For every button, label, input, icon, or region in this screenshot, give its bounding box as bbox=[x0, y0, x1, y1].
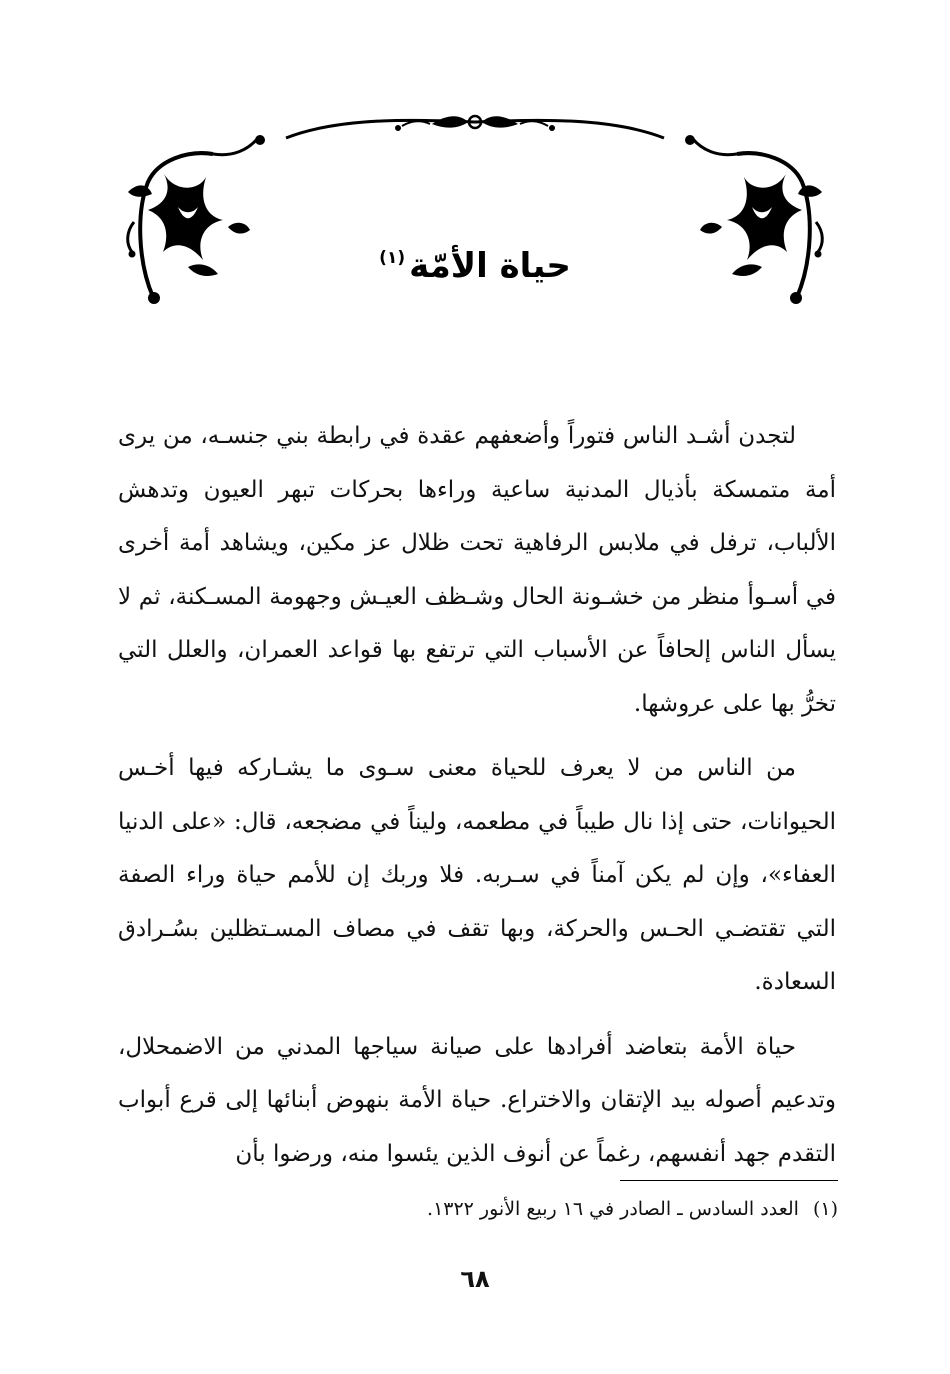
paragraph: حياة الأمة بتعاضد أفرادها على صيانة سياجها المدني من الاضمحلال، وتدعيم أصوله بيد الإتقان والاختراع. حياة الأمة بنهوض أبنائها إلى قرع أبواب التقدم جهد أنفسهم، رغماً عن أنوف الذين يئسوا منه، ورضوا بأن bbox=[118, 1033, 836, 1167]
chapter-title bbox=[300, 238, 650, 294]
footnote-separator bbox=[620, 1180, 838, 1181]
paragraph: من الناس من لا يعرف للحياة معنى سـوى ما يشـاركه فيها أخـس الحيوانات، حتى إذا نال طيباً في مطعمه، وليناً في مضجعه، قال: «على الدنيا العفاء»، وإن لم يكن آمناً في سـربه. فلا وربك إن للأمم حياة وراء الصفة التي تقتضـي الحـس والحركة، وبها تقف في مصاف المسـتظلين بسُـرادق السعادة. bbox=[118, 755, 836, 995]
top-ornament-icon bbox=[282, 112, 668, 144]
title-footnote-marker: (١) bbox=[379, 248, 406, 268]
footnote-number: (١) bbox=[812, 1198, 838, 1220]
left-corner-ornament-icon bbox=[118, 132, 268, 312]
footnote bbox=[118, 1194, 838, 1224]
page-number: ٦٨ bbox=[460, 1265, 490, 1293]
footnote-text: العدد السادس ـ الصادر في ١٦ ربيع الأنور ١٣٢٢. bbox=[427, 1198, 799, 1220]
chapter-title-text: حياة الأمّة bbox=[409, 246, 571, 286]
paragraph: لتجدن أشـد الناس فتوراً وأضعفهم عقدة في رابطة بني جنسـه، من يرى أمة متمسكة بأذيال المدنية ساعية وراءها بحركات تبهر العيون وتدهش الألباب، ترفل في ملابس الرفاهية تحت ظلال عز مكين، ويشاهد أمة أخرى في أسـوأ منظر من خشـونة الحال وشـظف العيـش وجهومة المسـكنة، ثم لا يسأل الناس إلحافاً عن الأسباب التي ترتفع بها قواعد العمران، والعلل التي تخرُّ بها على عروشها. bbox=[118, 423, 836, 717]
body-text bbox=[118, 410, 836, 1181]
right-corner-ornament-icon bbox=[682, 132, 832, 312]
